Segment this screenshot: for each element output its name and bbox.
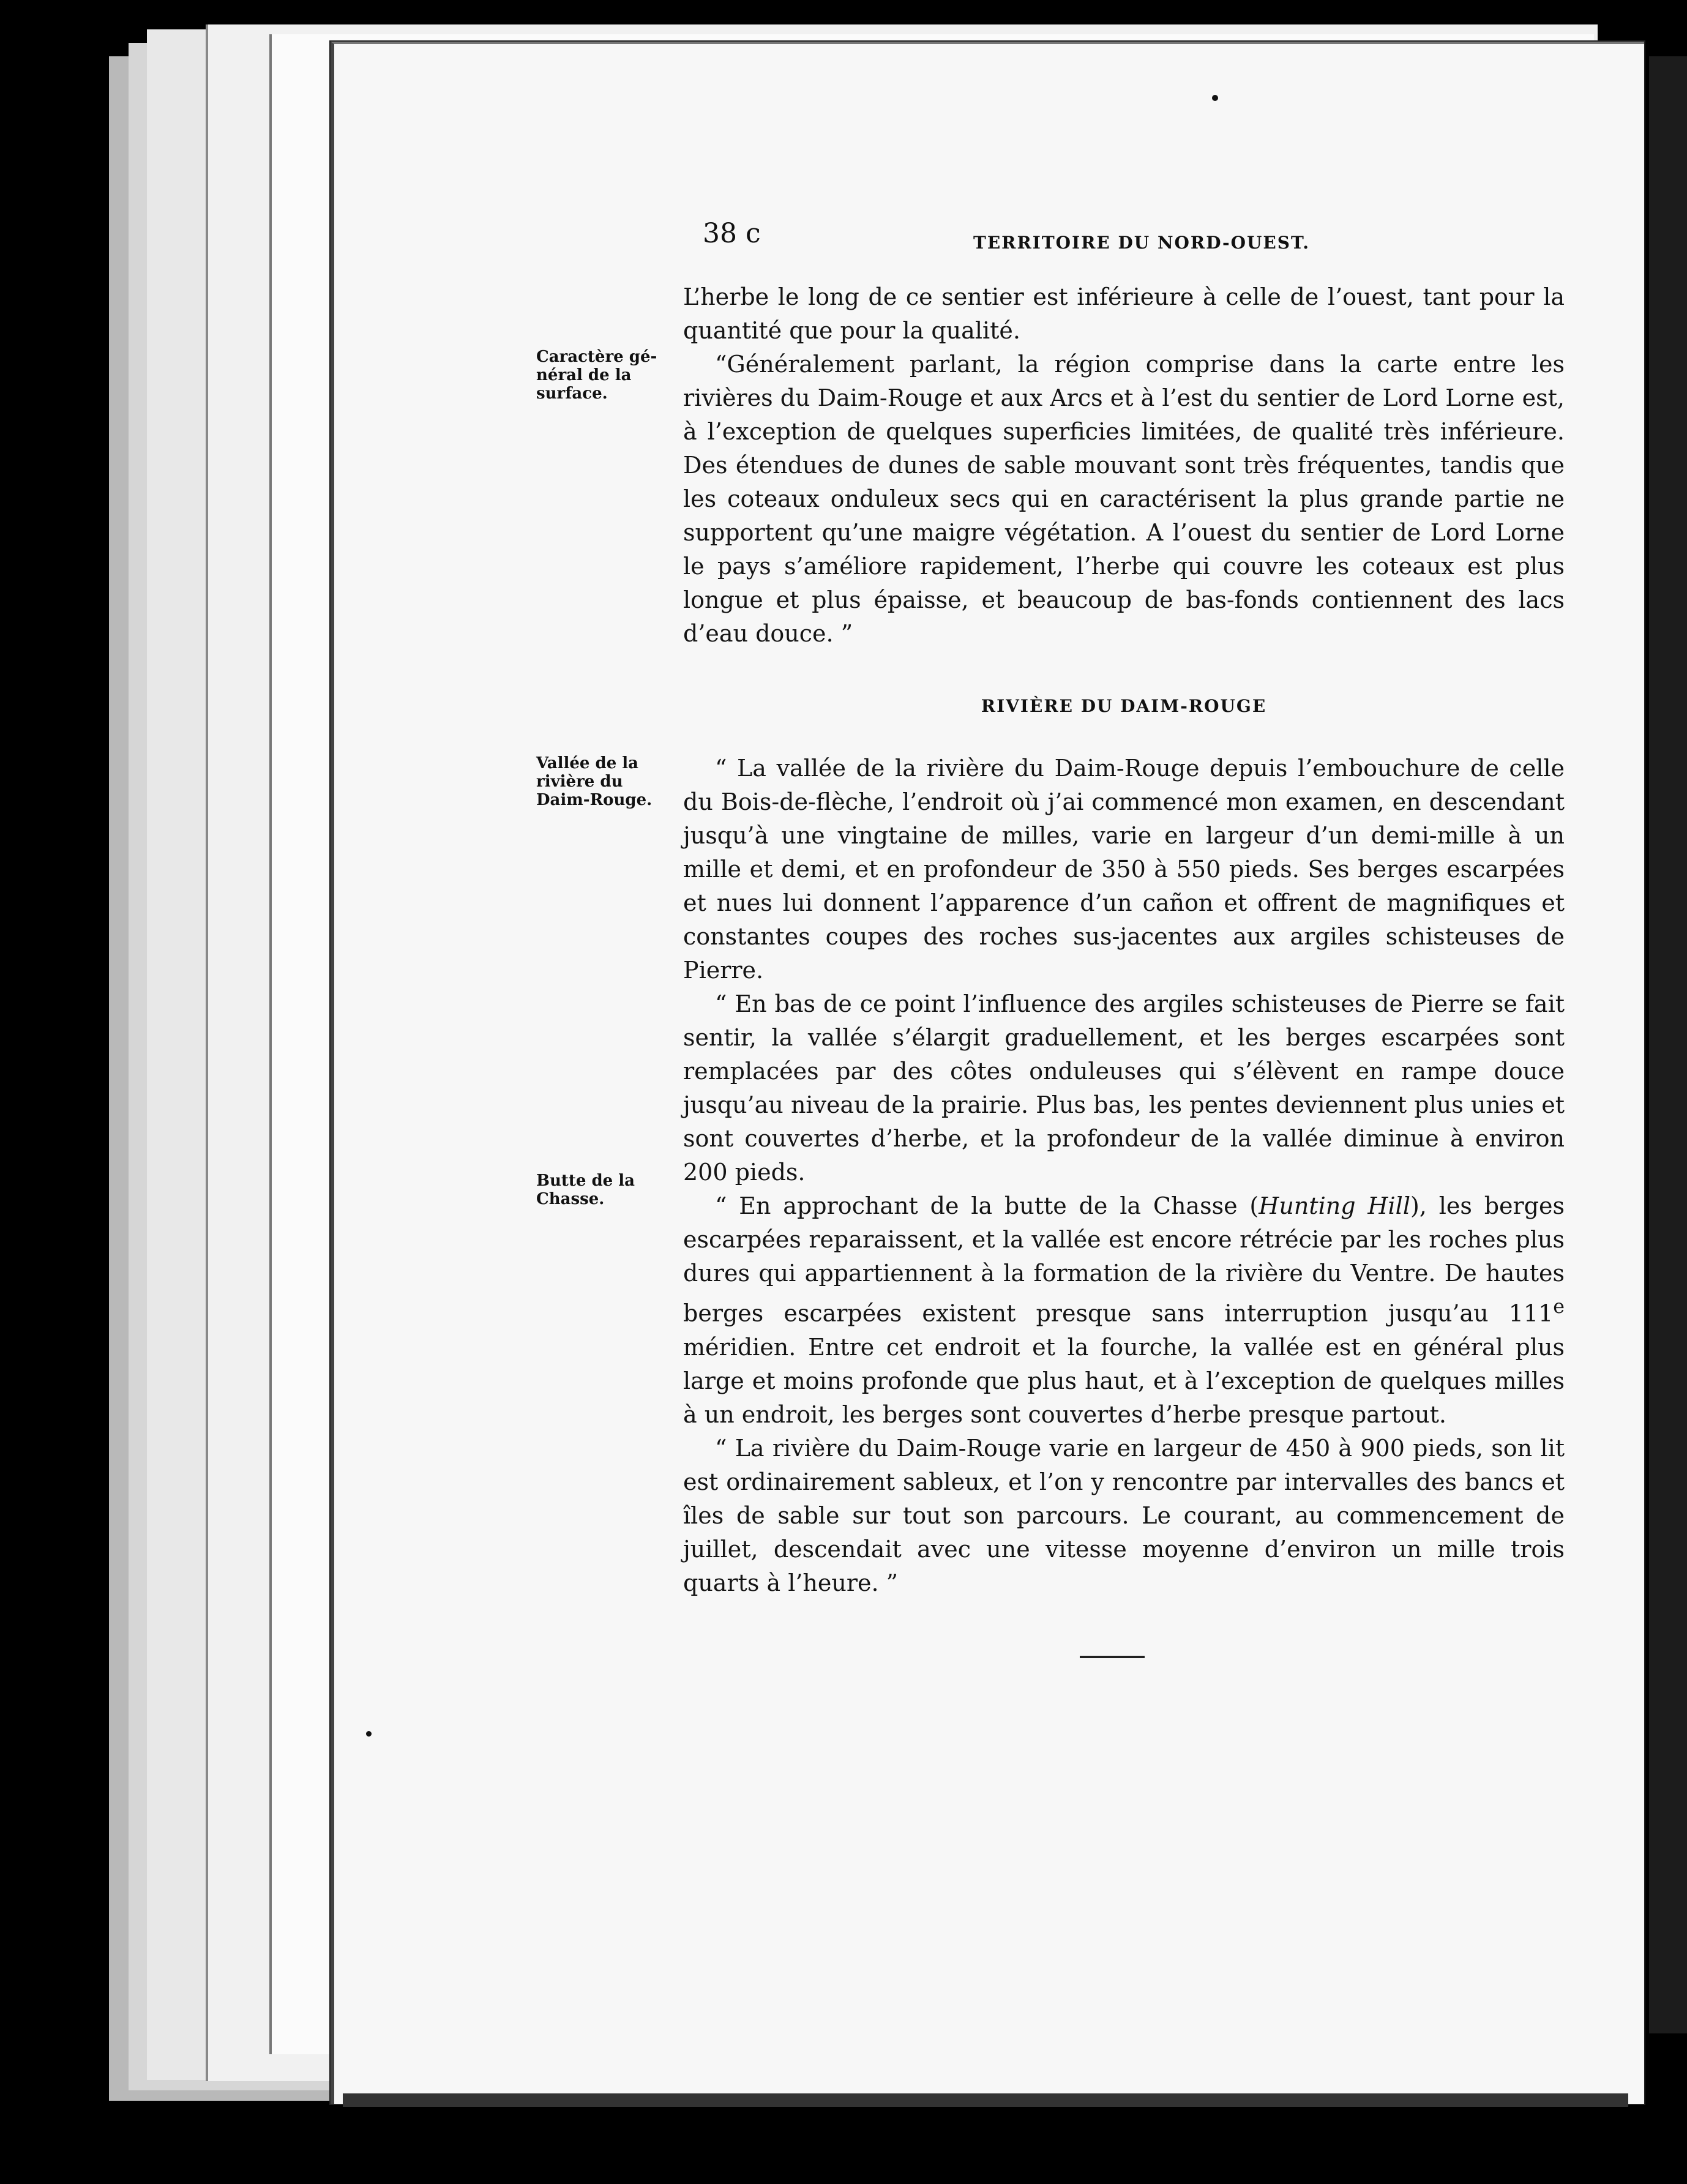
end-rule bbox=[1080, 1656, 1145, 1658]
paragraph: L’herbe le long de ce sentier est inférieure à celle de l’ouest, tant pour la quantité que pour la qualité. bbox=[683, 283, 1565, 344]
section-heading: RIVIÈRE DU DAIM-ROUGE bbox=[981, 696, 1267, 716]
body-text-section bbox=[683, 752, 1565, 1600]
paragraph-hunting-hill bbox=[683, 1189, 1565, 1432]
text-run: méridien. Entre cet endroit et la fourche, la vallée est en général plus large et moins profonde que plus haut, et à l’exception de quelques milles à un endroit, les berges sont couvertes d’herbe presque partout. bbox=[683, 1333, 1565, 1428]
scan-speck bbox=[366, 1731, 372, 1737]
paragraph: “ La vallée de la rivière du Daim-Rouge depuis l’embouchure de celle du Bois-de-flèche, l’endroit où j’ai commencé mon examen, en descendant jusqu’à une vingtaine de milles, varie en largeur d’un demi-mille à un mille et demi, et en profondeur de 350 à 550 pieds. Ses berges escarpées et nues lui donnent l’apparence d’un cañon et offrent de magnifiques et constantes coupes des roches sus-jacentes aux argiles schisteuses de Pierre. bbox=[683, 755, 1565, 984]
scan-speck bbox=[1212, 95, 1218, 101]
text-run: “ En approchant de la butte de la Chasse ( bbox=[715, 1192, 1259, 1219]
page-number: 38 c bbox=[703, 218, 761, 249]
margin-note-butte: Butte de la Chasse. bbox=[536, 1172, 635, 1208]
page-bottom-edge bbox=[343, 2093, 1628, 2107]
margin-note-surface: Caractère gé-néral de la surface. bbox=[536, 348, 657, 403]
paragraph: “ En bas de ce point l’influence des argiles schisteuses de Pierre se fait sentir, la vallée s’élargit graduellement, et les berges escarpées sont remplacées par des côtes onduleuses qui s’élèvent en rampe douce jusqu’au niveau de la prairie. Plus bas, les pentes deviennent plus unies et sont couvertes d’herbe, et la profondeur de la vallée diminue à environ 200 pieds. bbox=[683, 990, 1565, 1186]
running-head: TERRITOIRE DU NORD-OUEST. bbox=[973, 233, 1310, 253]
italic-term: Hunting Hill bbox=[1259, 1192, 1410, 1219]
scan-edge-shadow bbox=[1649, 56, 1687, 2033]
margin-note-vallee: Vallée de la rivière du Daim-Rouge. bbox=[536, 754, 653, 809]
superscript: e bbox=[1553, 1296, 1565, 1318]
text-run: ), les berges escarpées reparaissent, et la vallée est encore rétrécie par les roches plus dures qui appartiennent à la formation de la rivière du Ventre. De hautes berges escarpées existent presque sans interruption jusqu’au 111 bbox=[683, 1192, 1565, 1327]
paragraph: “ La rivière du Daim-Rouge varie en largeur de 450 à 900 pieds, son lit est ordinairement sableux, et l’on y rencontre par intervalles des bancs et îles de sable sur tout son parcours. Le courant, au commencement de juillet, descendait avec une vitesse moyenne d’environ un mille trois quarts à l’heure. ” bbox=[683, 1434, 1565, 1596]
body-text-top bbox=[683, 280, 1565, 651]
paragraph: “Généralement parlant, la région comprise dans la carte entre les rivières du Daim-Rouge et aux Arcs et à l’est du sentier de Lord Lorne est, à l’exception de quelques superficies limitées, de qualité très inférieure. Des étendues de dunes de sable mouvant sont très fréquentes, tandis que les coteaux onduleux secs qui en caractérisent la plus grande partie ne supportent qu’une maigre végétation. A l’ouest du sentier de Lord Lorne le pays s’améliore rapidement, l’herbe qui couvre les coteaux est plus longue et plus épaisse, et beaucoup de bas-fonds contiennent des lacs d’eau douce. ” bbox=[683, 351, 1565, 647]
